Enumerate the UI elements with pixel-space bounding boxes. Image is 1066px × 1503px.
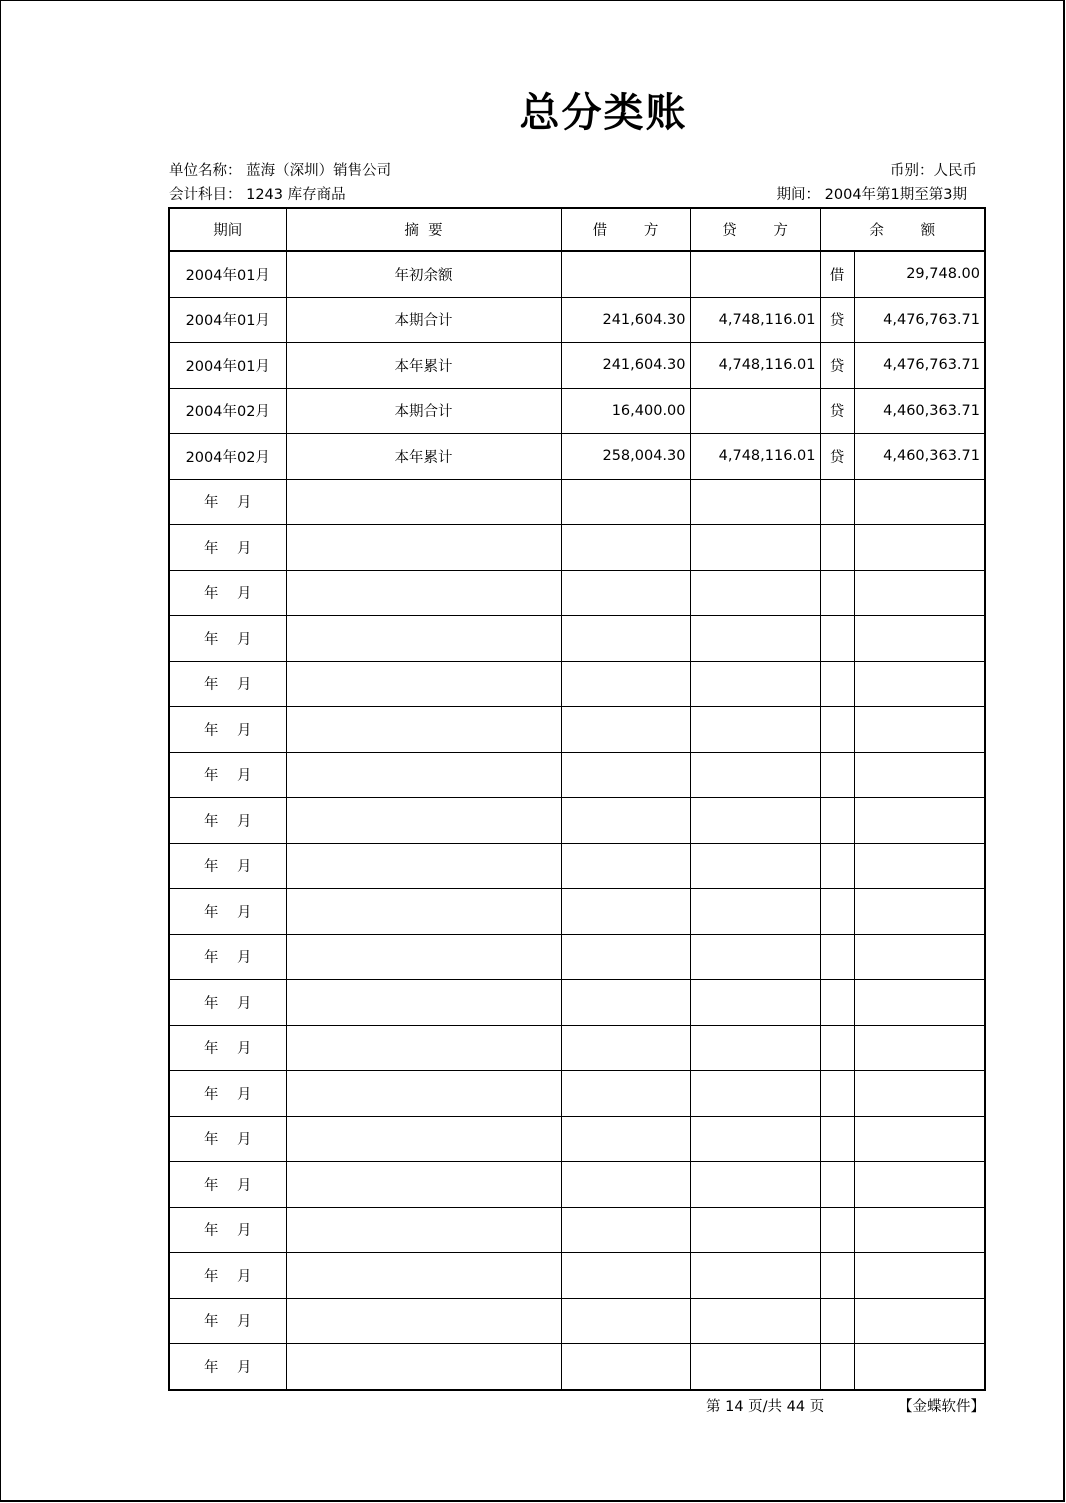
blank-row-date: 年 月	[169, 752, 286, 798]
blank-cell	[854, 570, 985, 616]
row-credit: 4,748,116.01	[690, 343, 820, 389]
blank-cell	[854, 707, 985, 753]
blank-cell	[854, 798, 985, 844]
blank-row	[169, 1162, 985, 1208]
blank-cell	[820, 934, 854, 980]
col-debit-header: 借 方	[561, 208, 690, 251]
blank-cell	[690, 707, 820, 753]
row-date: 2004年01月	[169, 343, 286, 389]
blank-cell	[820, 1071, 854, 1117]
blank-cell	[286, 934, 561, 980]
blank-row-date: 年 月	[169, 1162, 286, 1208]
unit-name: 蓝海（深圳）销售公司	[246, 163, 392, 179]
blank-row-date: 年 月	[169, 843, 286, 889]
row-debit: 258,004.30	[561, 434, 690, 480]
blank-row-date: 年 月	[169, 616, 286, 662]
blank-cell	[286, 1344, 561, 1390]
blank-cell	[561, 1207, 690, 1253]
blank-row	[169, 980, 985, 1026]
blank-cell	[690, 752, 820, 798]
table-row	[169, 251, 985, 297]
blank-cell	[690, 843, 820, 889]
blank-cell	[690, 889, 820, 935]
row-date: 2004年01月	[169, 297, 286, 343]
account-line	[169, 183, 346, 204]
blank-cell	[820, 1207, 854, 1253]
blank-row-date: 年 月	[169, 707, 286, 753]
blank-cell	[820, 1025, 854, 1071]
row-date: 2004年02月	[169, 388, 286, 434]
row-debit: 16,400.00	[561, 388, 690, 434]
blank-row-date: 年 月	[169, 1025, 286, 1071]
blank-cell	[820, 570, 854, 616]
blank-cell	[854, 1162, 985, 1208]
blank-cell	[286, 1071, 561, 1117]
blank-row	[169, 889, 985, 935]
currency-line	[890, 159, 977, 180]
blank-cell	[286, 843, 561, 889]
row-date: 2004年01月	[169, 251, 286, 297]
blank-row	[169, 1298, 985, 1344]
row-summary: 本年累计	[286, 434, 561, 480]
unit-name-line	[169, 159, 391, 180]
blank-cell	[286, 980, 561, 1026]
row-direction: 贷	[820, 297, 854, 343]
blank-cell	[561, 1025, 690, 1071]
blank-row	[169, 1071, 985, 1117]
row-summary: 本期合计	[286, 297, 561, 343]
table-row	[169, 297, 985, 343]
blank-cell	[854, 616, 985, 662]
blank-cell	[561, 479, 690, 525]
blank-row-date: 年 月	[169, 798, 286, 844]
blank-cell	[286, 616, 561, 662]
blank-cell	[690, 1116, 820, 1162]
row-direction: 贷	[820, 434, 854, 480]
blank-cell	[690, 980, 820, 1026]
blank-cell	[286, 525, 561, 571]
blank-row-date: 年 月	[169, 525, 286, 571]
row-credit: 4,748,116.01	[690, 297, 820, 343]
blank-cell	[286, 889, 561, 935]
blank-row-date: 年 月	[169, 980, 286, 1026]
blank-cell	[690, 1298, 820, 1344]
account-label: 会计科目：	[169, 187, 242, 203]
blank-cell	[820, 798, 854, 844]
row-credit	[690, 251, 820, 297]
blank-cell	[854, 479, 985, 525]
blank-row	[169, 570, 985, 616]
blank-cell	[286, 707, 561, 753]
blank-row-date: 年 月	[169, 570, 286, 616]
blank-cell	[690, 1207, 820, 1253]
row-credit: 4,748,116.01	[690, 434, 820, 480]
blank-cell	[854, 934, 985, 980]
row-direction: 贷	[820, 388, 854, 434]
blank-cell	[286, 1298, 561, 1344]
blank-cell	[854, 661, 985, 707]
blank-cell	[820, 661, 854, 707]
blank-row-date: 年 月	[169, 1207, 286, 1253]
blank-row	[169, 798, 985, 844]
period-line	[777, 183, 967, 204]
blank-cell	[561, 1344, 690, 1390]
blank-cell	[286, 752, 561, 798]
ledger-table	[168, 207, 986, 1391]
blank-cell	[286, 1162, 561, 1208]
row-debit: 241,604.30	[561, 343, 690, 389]
period-value: 2004年第1期至第3期	[824, 187, 967, 203]
blank-row	[169, 525, 985, 571]
blank-cell	[690, 570, 820, 616]
blank-row-date: 年 月	[169, 1116, 286, 1162]
blank-cell	[690, 1071, 820, 1117]
row-balance: 4,476,763.71	[854, 297, 985, 343]
blank-cell	[561, 1116, 690, 1162]
page-title: 总分类账	[519, 89, 688, 136]
row-summary: 本期合计	[286, 388, 561, 434]
blank-cell	[854, 1298, 985, 1344]
blank-row	[169, 843, 985, 889]
blank-cell	[690, 1025, 820, 1071]
row-debit: 241,604.30	[561, 297, 690, 343]
currency-value: 人民币	[933, 163, 977, 179]
blank-cell	[286, 479, 561, 525]
blank-cell	[286, 798, 561, 844]
row-summary: 年初余额	[286, 251, 561, 297]
blank-cell	[561, 934, 690, 980]
blank-cell	[820, 707, 854, 753]
col-period-header: 期间	[169, 208, 286, 251]
header-row	[169, 208, 985, 251]
blank-cell	[561, 570, 690, 616]
blank-cell	[286, 661, 561, 707]
page-number: 第 14 页/共 44 页	[706, 1399, 825, 1415]
blank-cell	[561, 1298, 690, 1344]
blank-cell	[690, 1162, 820, 1208]
blank-row-date: 年 月	[169, 479, 286, 525]
blank-cell	[561, 1071, 690, 1117]
blank-cell	[690, 934, 820, 980]
blank-row	[169, 1025, 985, 1071]
blank-row	[169, 1207, 985, 1253]
blank-cell	[854, 1116, 985, 1162]
blank-cell	[561, 889, 690, 935]
blank-cell	[854, 1071, 985, 1117]
blank-row	[169, 479, 985, 525]
blank-row	[169, 1116, 985, 1162]
blank-row-date: 年 月	[169, 661, 286, 707]
blank-row	[169, 1344, 985, 1390]
blank-cell	[690, 479, 820, 525]
blank-cell	[561, 661, 690, 707]
blank-cell	[561, 980, 690, 1026]
row-date: 2004年02月	[169, 434, 286, 480]
blank-cell	[820, 843, 854, 889]
blank-cell	[690, 1344, 820, 1390]
blank-cell	[690, 616, 820, 662]
blank-cell	[854, 752, 985, 798]
blank-row-date: 年 月	[169, 1344, 286, 1390]
row-debit	[561, 251, 690, 297]
blank-cell	[690, 661, 820, 707]
blank-cell	[820, 980, 854, 1026]
blank-cell	[854, 889, 985, 935]
blank-cell	[854, 1207, 985, 1253]
blank-row	[169, 752, 985, 798]
period-label: 期间：	[776, 187, 821, 203]
blank-cell	[854, 1344, 985, 1390]
col-balance-header: 余 额	[820, 208, 985, 251]
blank-cell	[561, 752, 690, 798]
blank-row-date: 年 月	[169, 934, 286, 980]
currency-label: 币别：	[890, 163, 934, 179]
row-direction: 借	[820, 251, 854, 297]
blank-cell	[820, 752, 854, 798]
row-balance: 4,460,363.71	[854, 434, 985, 480]
blank-cell	[561, 798, 690, 844]
blank-cell	[561, 707, 690, 753]
table-row	[169, 388, 985, 434]
col-summary-header: 摘 要	[286, 208, 561, 251]
table-row	[169, 434, 985, 480]
col-credit-header: 贷 方	[690, 208, 820, 251]
blank-cell	[820, 1162, 854, 1208]
blank-cell	[854, 1025, 985, 1071]
blank-cell	[286, 1207, 561, 1253]
blank-cell	[690, 525, 820, 571]
blank-cell	[820, 889, 854, 935]
blank-cell	[854, 843, 985, 889]
blank-cell	[854, 525, 985, 571]
blank-cell	[854, 1253, 985, 1299]
blank-cell	[561, 843, 690, 889]
blank-cell	[820, 479, 854, 525]
ledger-body	[169, 251, 985, 1390]
account-value: 1243 库存商品	[246, 187, 346, 203]
table-row	[169, 343, 985, 389]
blank-cell	[820, 1116, 854, 1162]
blank-row-date: 年 月	[169, 1253, 286, 1299]
blank-cell	[690, 1253, 820, 1299]
row-credit	[690, 388, 820, 434]
blank-row	[169, 934, 985, 980]
blank-cell	[286, 1025, 561, 1071]
blank-cell	[820, 1298, 854, 1344]
blank-row-date: 年 月	[169, 1071, 286, 1117]
blank-row-date: 年 月	[169, 1298, 286, 1344]
blank-row	[169, 661, 985, 707]
blank-cell	[690, 798, 820, 844]
blank-cell	[561, 1162, 690, 1208]
blank-row	[169, 707, 985, 753]
row-balance: 4,460,363.71	[854, 388, 985, 434]
blank-cell	[286, 570, 561, 616]
unit-label: 单位名称：	[169, 163, 242, 179]
blank-cell	[561, 525, 690, 571]
blank-cell	[286, 1116, 561, 1162]
blank-cell	[561, 1253, 690, 1299]
row-balance: 4,476,763.71	[854, 343, 985, 389]
blank-cell	[820, 1344, 854, 1390]
blank-cell	[820, 525, 854, 571]
row-summary: 本年累计	[286, 343, 561, 389]
blank-cell	[561, 616, 690, 662]
row-balance: 29,748.00	[854, 251, 985, 297]
row-direction: 贷	[820, 343, 854, 389]
blank-cell	[820, 616, 854, 662]
blank-cell	[854, 980, 985, 1026]
blank-row-date: 年 月	[169, 889, 286, 935]
blank-cell	[820, 1253, 854, 1299]
blank-cell	[286, 1253, 561, 1299]
brand-label: 【金蝶软件】	[898, 1399, 985, 1415]
blank-row	[169, 1253, 985, 1299]
blank-row	[169, 616, 985, 662]
